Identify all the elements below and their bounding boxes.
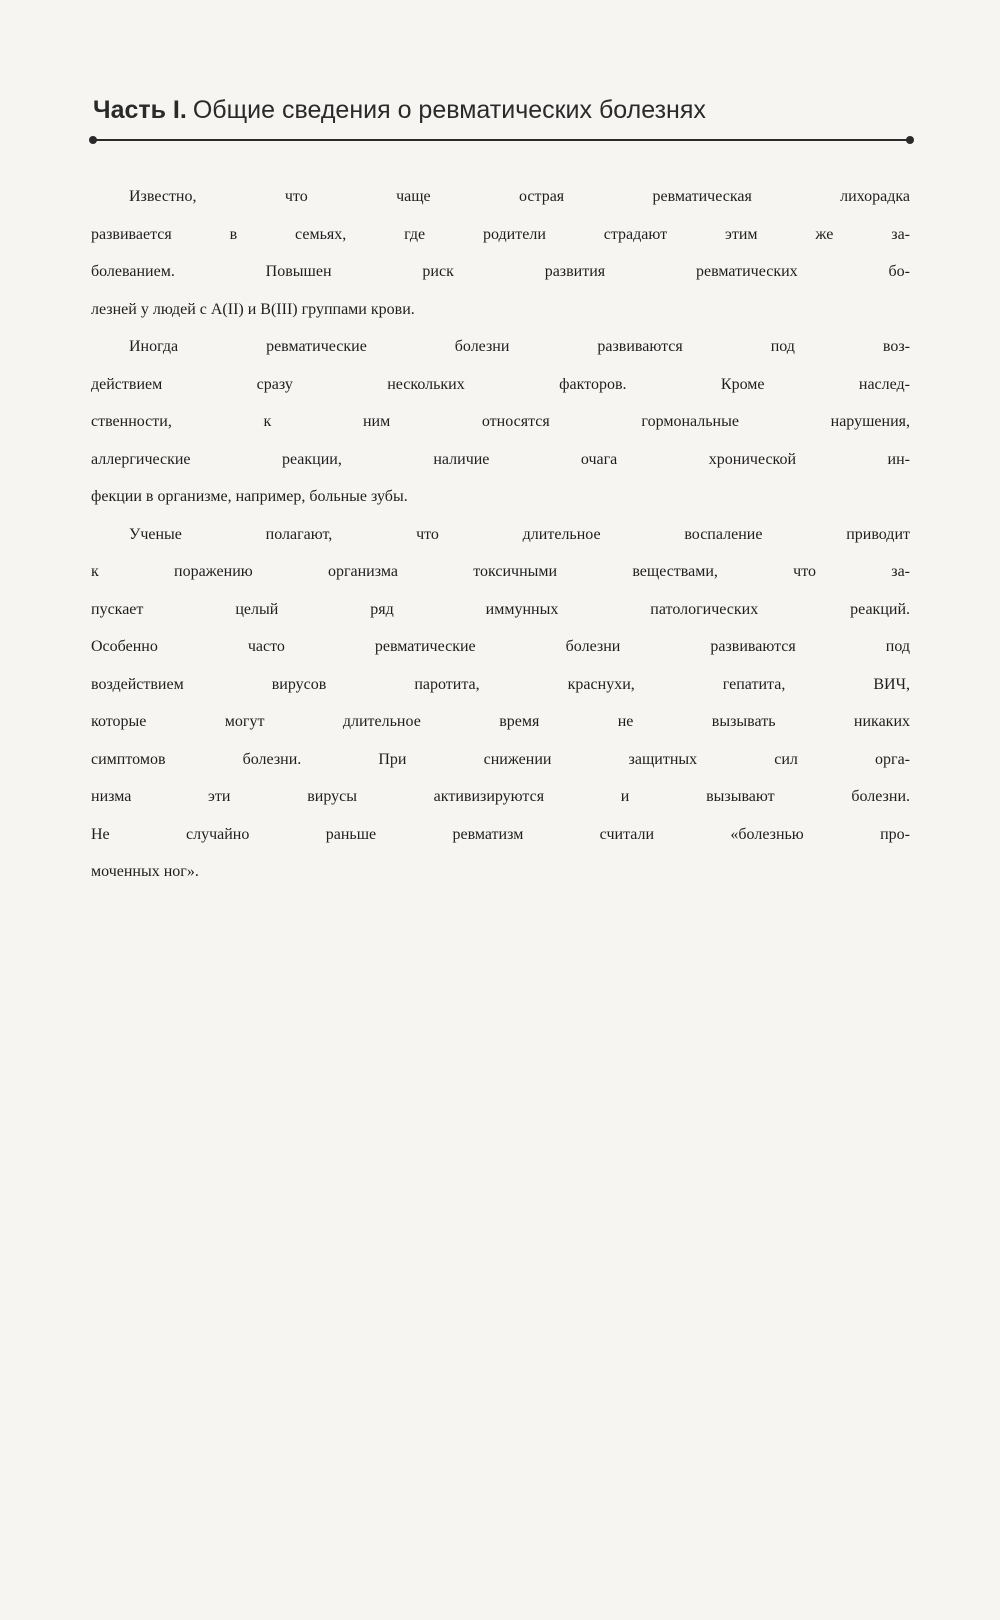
paragraph-line: к поражению организма токсичными веществами, что за- (91, 563, 910, 580)
paragraph-line: Не случайно раньше ревматизм считали «болезнью про- (91, 825, 910, 843)
paragraph-line: которые могут длительное время не вызывать никаких (91, 713, 910, 730)
running-header (93, 92, 913, 132)
paragraph-line: развивается в семьях, где родители страдают этим же за- (91, 225, 910, 243)
header-rule (93, 139, 910, 141)
part-label: Часть I. (93, 96, 187, 124)
paragraph-line: симптомов болезни. При снижении защитных сил орга- (91, 750, 910, 768)
paragraph-line: пускает целый ряд иммунных патологических реакций. (91, 600, 910, 618)
paragraph-3 (91, 526, 910, 901)
paragraph-line: фекции в организме, например, больные зубы. (91, 488, 408, 505)
paragraph-line: Известно, что чаще острая ревматическая лихорадка (129, 188, 910, 205)
header-rule-right-dot (906, 136, 914, 144)
paragraph-line: низма эти вирусы активизируются и вызывают болезни. (91, 788, 910, 805)
paragraph-line: воздействием вирусов паротита, краснухи, гепатита, ВИЧ, (91, 675, 910, 693)
paragraph-line: аллергические реакции, наличие очага хронической ин- (91, 450, 910, 468)
paragraph-line: Иногда ревматические болезни развиваются под воз- (129, 338, 910, 355)
paragraph-line: Особенно часто ревматические болезни развиваются под (91, 638, 910, 655)
paragraph-line: моченных ног». (91, 863, 199, 880)
body-text (91, 188, 910, 901)
paragraph-line: болеванием. Повышен риск развития ревматических бо- (91, 263, 910, 280)
paragraph-1 (91, 188, 910, 338)
paragraph-line: лезней у людей с A(II) и B(III) группами крови. (91, 300, 415, 318)
paragraph-line: действием сразу нескольких факторов. Кроме наслед- (91, 375, 910, 393)
paragraph-2 (91, 338, 910, 526)
paragraph-line: Ученые полагают, что длительное воспаление приводит (129, 525, 910, 543)
chapter-title: Общие сведения о ревматических болезнях (192, 96, 706, 124)
paragraph-line: ственности, к ним относятся гормональные нарушения, (91, 413, 910, 430)
